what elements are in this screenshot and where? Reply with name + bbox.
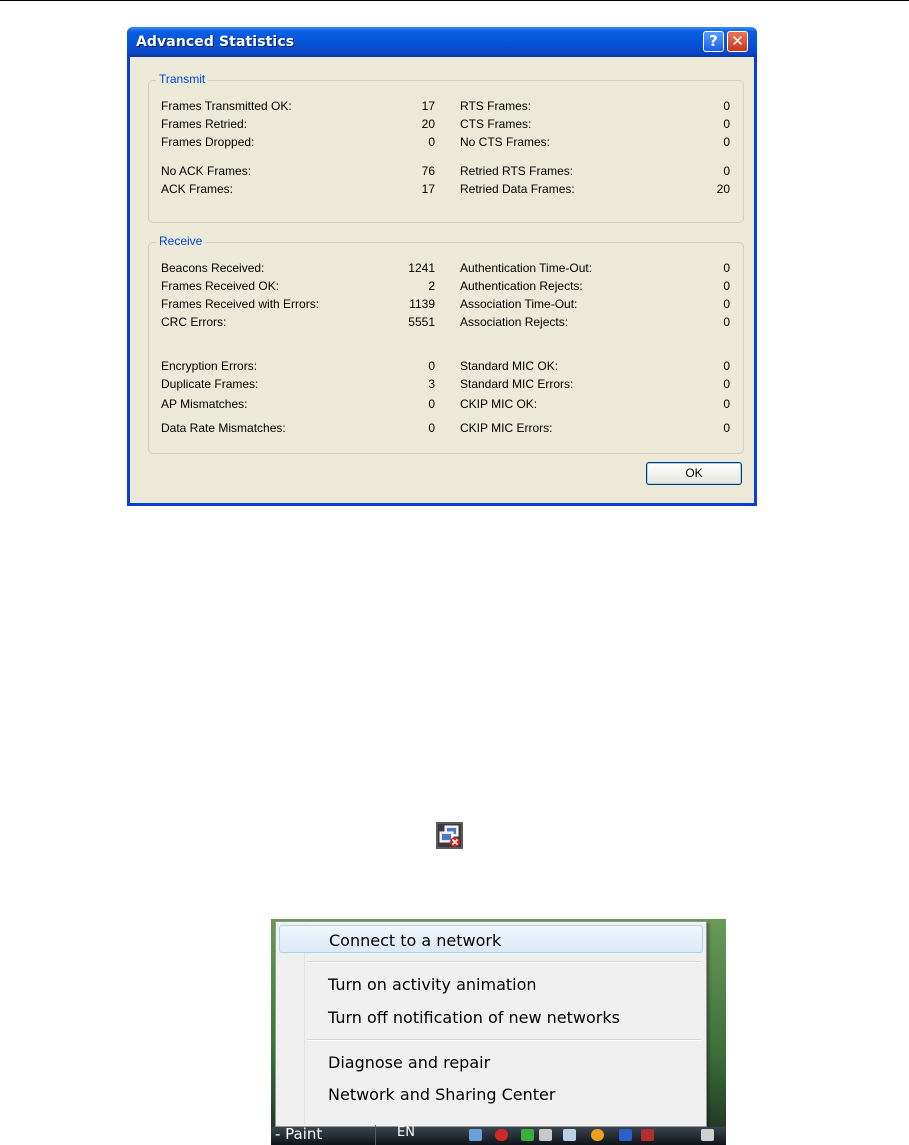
- receive-right-value: 0: [723, 397, 730, 411]
- receive-right-label: CKIP MIC Errors:: [460, 421, 553, 435]
- close-button[interactable]: [727, 31, 748, 52]
- transmit-right-label: CTS Frames:: [460, 117, 532, 131]
- transmit-legend: Transmit: [156, 72, 208, 86]
- menu-separator: [307, 1039, 701, 1041]
- receive-right-value: 0: [723, 315, 730, 329]
- context-menu-screenshot: [271, 919, 726, 1145]
- tray-volume-icon[interactable]: [641, 1129, 654, 1141]
- tray-network-disconnected-icon[interactable]: [701, 1129, 714, 1141]
- help-icon: ?: [709, 32, 718, 50]
- transmit-left-value: 20: [421, 117, 435, 131]
- receive-left-value: 1139: [409, 297, 435, 311]
- dialog-titlebar[interactable]: [127, 27, 757, 57]
- close-icon: ✕: [731, 32, 744, 50]
- network-context-menu: [275, 921, 707, 1127]
- receive-left-label: Frames Received with Errors:: [161, 297, 320, 311]
- menu-item-label: Turn on activity animation: [328, 975, 537, 994]
- menu-item-label: Connect to a network: [329, 931, 502, 950]
- menu-item-connect-to-a-network[interactable]: [279, 925, 703, 953]
- receive-left-label: Encryption Errors:: [161, 359, 258, 373]
- receive-left-label: AP Mismatches:: [161, 397, 248, 411]
- tray-security-icon[interactable]: [495, 1129, 508, 1141]
- receive-right-value: 0: [723, 421, 730, 435]
- dialog-title: Advanced Statistics: [136, 34, 295, 50]
- transmit-left-label: No ACK Frames:: [161, 164, 252, 178]
- transmit-left-value: 0: [428, 135, 435, 149]
- taskbar: [271, 1127, 726, 1145]
- receive-left-value: 0: [428, 421, 435, 435]
- transmit-right-label: Retried RTS Frames:: [460, 164, 574, 178]
- menu-item-turn-off-notification[interactable]: [279, 1003, 703, 1031]
- tray-warning-icon[interactable]: [591, 1129, 604, 1141]
- transmit-right-value: 0: [723, 135, 730, 149]
- tray-display-icon[interactable]: [563, 1129, 576, 1141]
- receive-left-label: CRC Errors:: [161, 315, 227, 329]
- receive-right-label: Standard MIC Errors:: [460, 377, 574, 391]
- menu-item-label: Network and Sharing Center: [328, 1085, 556, 1104]
- receive-left-value: 3: [428, 377, 435, 391]
- ok-button[interactable]: OK: [646, 462, 742, 485]
- tray-monitor-icon[interactable]: [469, 1129, 482, 1141]
- menu-item-turn-on-activity-animation[interactable]: [279, 970, 703, 998]
- transmit-left-label: Frames Retried:: [161, 117, 248, 131]
- receive-left-label: Frames Received OK:: [161, 279, 280, 293]
- transmit-right-label: No CTS Frames:: [460, 135, 551, 149]
- taskbar-button-paint[interactable]: - Paint: [271, 1125, 376, 1145]
- receive-left-value: 5551: [408, 315, 435, 329]
- menu-item-label: Diagnose and repair: [328, 1053, 491, 1072]
- advanced-statistics-dialog: [127, 27, 757, 506]
- transmit-right-value: 20: [716, 182, 730, 196]
- receive-right-value: 0: [723, 359, 730, 373]
- page-top-rule: [0, 0, 909, 1]
- receive-left-value: 0: [428, 359, 435, 373]
- receive-left-label: Data Rate Mismatches:: [161, 421, 286, 435]
- receive-left-value: 0: [428, 397, 435, 411]
- receive-left-label: Duplicate Frames:: [161, 377, 259, 391]
- receive-left-value: 1241: [408, 261, 435, 275]
- receive-right-label: Association Time-Out:: [460, 297, 578, 311]
- menu-item-diagnose-and-repair[interactable]: [279, 1048, 703, 1076]
- receive-right-label: CKIP MIC OK:: [460, 397, 538, 411]
- help-button[interactable]: [703, 31, 724, 52]
- transmit-left-label: Frames Dropped:: [161, 135, 255, 149]
- transmit-right-label: RTS Frames:: [460, 99, 532, 113]
- receive-right-label: Association Rejects:: [460, 315, 569, 329]
- transmit-left-label: ACK Frames:: [161, 182, 234, 196]
- receive-right-label: Standard MIC OK:: [460, 359, 559, 373]
- transmit-left-value: 17: [421, 182, 435, 196]
- receive-left-value: 2: [428, 279, 435, 293]
- language-indicator[interactable]: EN: [397, 1125, 415, 1140]
- receive-legend: Receive: [156, 234, 205, 248]
- receive-right-value: 0: [723, 279, 730, 293]
- tray-download-icon[interactable]: [521, 1129, 534, 1141]
- receive-right-label: Authentication Time-Out:: [460, 261, 593, 275]
- receive-right-value: 0: [723, 297, 730, 311]
- menu-separator: [307, 961, 701, 963]
- transmit-right-value: 0: [723, 99, 730, 113]
- receive-left-label: Beacons Received:: [161, 261, 265, 275]
- receive-right-label: Authentication Rejects:: [460, 279, 583, 293]
- transmit-left-value: 76: [421, 164, 435, 178]
- transmit-left-value: 17: [421, 99, 435, 113]
- tray-device-icon[interactable]: [619, 1129, 632, 1141]
- transmit-right-value: 0: [723, 164, 730, 178]
- menu-item-network-and-sharing-center[interactable]: [279, 1080, 703, 1108]
- transmit-right-label: Retried Data Frames:: [460, 182, 575, 196]
- network-disconnected-icon: [436, 822, 463, 849]
- receive-right-value: 0: [723, 261, 730, 275]
- menu-item-label: Turn off notification of new networks: [328, 1008, 620, 1027]
- transmit-right-value: 0: [723, 117, 730, 131]
- receive-right-value: 0: [723, 377, 730, 391]
- transmit-left-label: Frames Transmitted OK:: [161, 99, 292, 113]
- tray-mail-icon[interactable]: [539, 1129, 552, 1141]
